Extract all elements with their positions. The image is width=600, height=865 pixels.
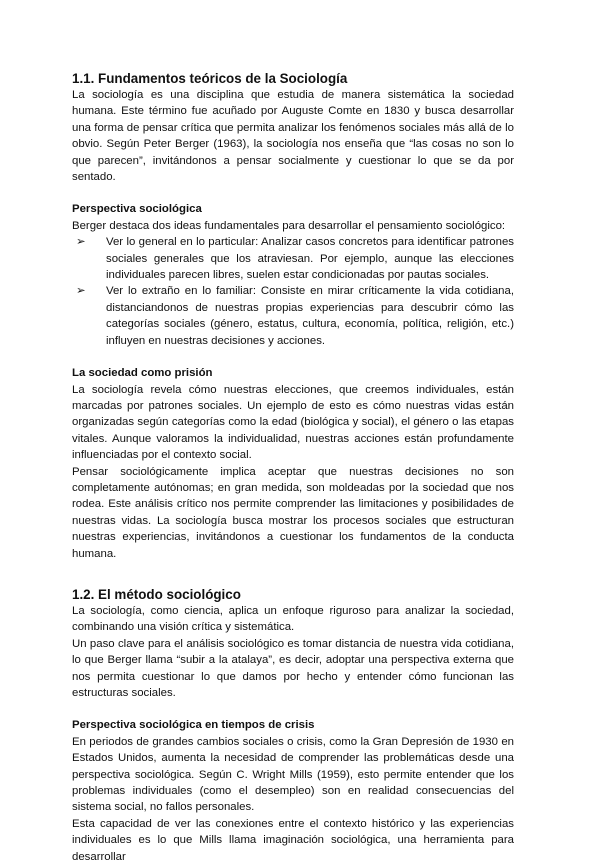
perspective-heading: Perspectiva sociológica bbox=[72, 203, 202, 216]
perspective-intro: Berger destaca dos ideas fundamentales para desarrollar el pensamiento sociológico: bbox=[72, 219, 506, 232]
prison-paragraph-2: Pensar sociológicamente implica aceptar que nuestras decisiones no son completamente autónomas; en gran medida, son moldeadas por la sociedad que nos rodea. Este análisis crítico nos permite comprender las limitaciones y posibilidades de nuestras vidas. La sociología busca mostrar los procesos sociales que estructuran nuestras experiencias, invitándonos a cuestionar los fundamentos de la conducta humana. bbox=[72, 465, 514, 560]
list-item-text: Ver lo extraño en lo familiar: Consiste en mirar críticamente la vida cotidiana, distanciandonos de nuestras propias experiencias para descubrir cómo las categorías sociales (género, estatus, cultura, economía, política, religión, etc.) influyen en nuestras decisiones y acciones. bbox=[106, 285, 514, 347]
crisis-paragraph-2: Esta capacidad de ver las conexiones entre el contexto histórico y las experiencias individuales es lo que Mills llama imaginación sociológica, una herramienta para desarrollar bbox=[72, 817, 514, 863]
section-2-title: 1.2. El método sociológico bbox=[72, 586, 241, 602]
crisis-paragraph-1: En periodos de grandes cambios sociales o crisis, como la Gran Depresión de 1930 en Estados Unidos, aumenta la necesidad de comprender las problemáticas desde una perspectiva sociológica. Según C. Wright Mills (1959), esto permite entender que los problemas individuales (como el desempleo) son en realidad consecuencias del sistema social, no fallos personales. bbox=[72, 735, 514, 814]
section-1-title: 1.1. Fundamentos teóricos de la Sociología bbox=[72, 71, 348, 86]
list-item bbox=[72, 283, 514, 349]
list-item-text: Ver lo general en lo particular: Analizar casos concretos para identificar patrones sociales generales que los atraviesan. Por ejemplo, aunque las elecciones individuales parecen libres, suelen estar condicionadas por pautas sociales. bbox=[106, 236, 514, 282]
method-paragraph-2: Un paso clave para el análisis sociológico es tomar distancia de nuestra vida cotidiana, lo que Berger llama “subir a la atalaya”, es decir, adoptar una perspectiva externa que nos permita cuestionar lo que damos por hecho y entender cómo funcionan las estructuras sociales. bbox=[72, 637, 514, 699]
perspective-list bbox=[72, 234, 514, 349]
arrow-bullet-icon: ➢ bbox=[76, 285, 86, 298]
section-1-intro: La sociología es una disciplina que estudia de manera sistemática la sociedad humana. Este término fue acuñado por Auguste Comte en 1830 y busca desarrollar una forma de pensar crítica que permita analizar los fenómenos sociales más allá de lo obvio. Según Peter Berger (1963), la sociología nos enseña que “las cosas no son lo que parecen”, invitándonos a pensar socialmente y cuestionar lo que se da por sentado. bbox=[72, 89, 514, 184]
crisis-heading: Perspectiva sociológica en tiempos de crisis bbox=[72, 719, 315, 732]
prison-paragraph-1: La sociología revela cómo nuestras elecciones, que creemos individuales, están marcadas por patrones sociales. Un ejemplo de esto es cómo nuestras vidas están organizadas según categorías como la edad (biológica y social), el género o las etapas vitales. Aunque valoramos la individualidad, nuestras acciones están profundamente influenciadas por el contexto social. bbox=[72, 383, 514, 462]
arrow-bullet-icon: ➢ bbox=[76, 236, 86, 249]
list-item bbox=[72, 234, 514, 283]
prison-heading: La sociedad como prisión bbox=[72, 367, 213, 380]
method-paragraph-1: La sociología, como ciencia, aplica un enfoque riguroso para analizar la sociedad, combinando una visión crítica y sistemática. bbox=[72, 604, 514, 634]
